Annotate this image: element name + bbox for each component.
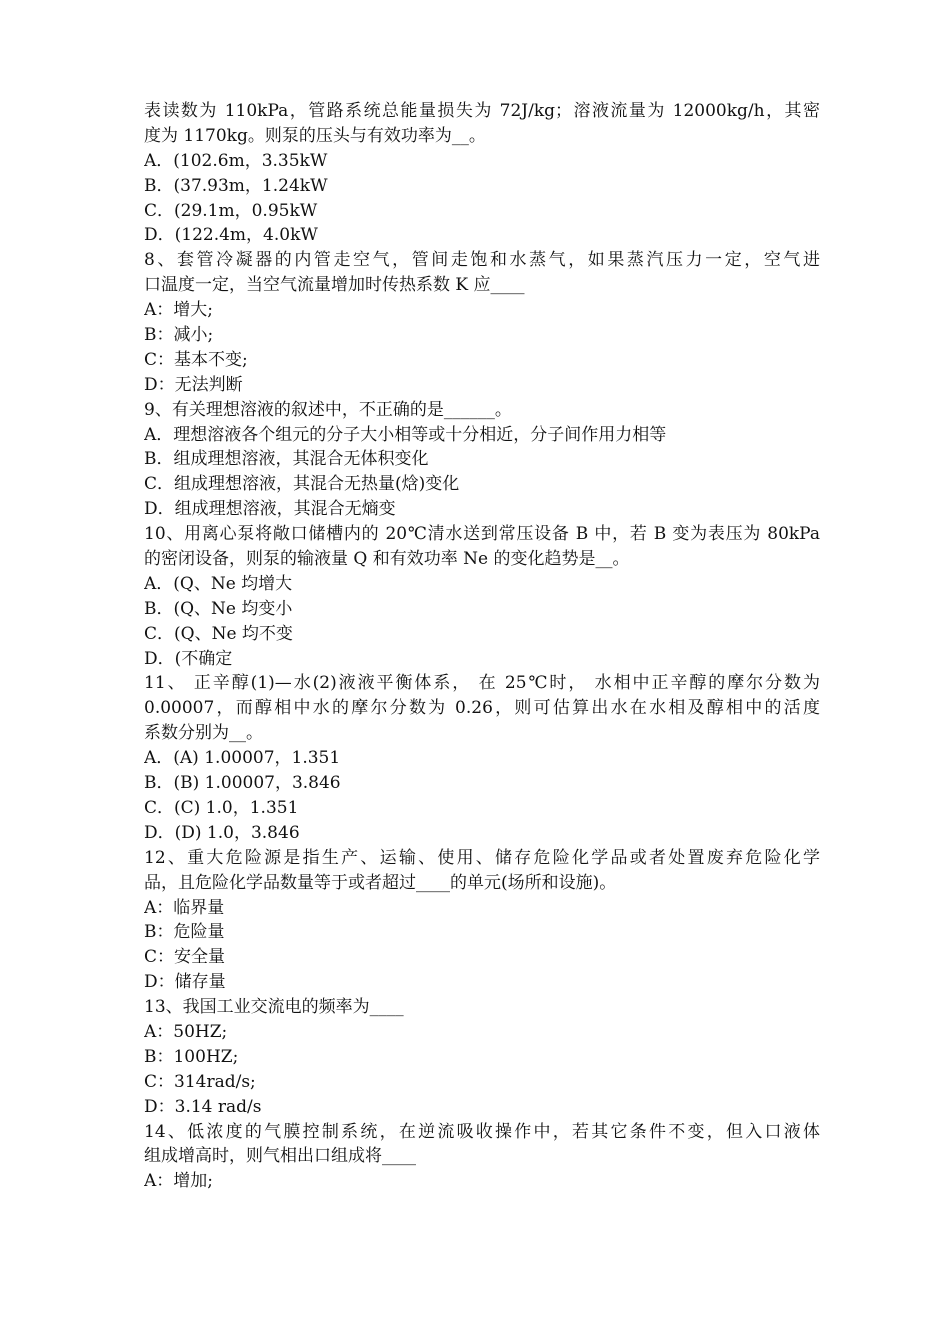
text-line: 表读数为 110kPa，管路系统总能量损失为 72J/kg；溶液流量为 12000kg/h，其密	[144, 101, 820, 121]
text-line: 系数分别为__。	[144, 723, 263, 744]
text-line: C．(C) 1.0，1.351	[144, 797, 299, 818]
text-line: 度为 1170kg。则泵的压头与有效功率为__。	[144, 125, 486, 146]
text-line: D．(D) 1.0，3.846	[144, 822, 300, 843]
text-line: 9、有关理想溶液的叙述中，不正确的是______。	[144, 399, 512, 420]
text-line: 的密闭设备，则泵的输液量 Q 和有效功率 Ne 的变化趋势是__。	[144, 549, 630, 570]
text-line: 14、低浓度的气膜控制系统，在逆流吸收操作中，若其它条件不变，但入口液体	[144, 1121, 820, 1142]
text-line: D：储存量	[144, 972, 226, 993]
text-line: 0.00007，而醇相中水的摩尔分数为 0.26，则可估算出水在水相及醇相中的活度	[144, 698, 820, 719]
text-line: B：100HZ;	[144, 1046, 239, 1067]
text-line: 8、套管冷凝器的内管走空气，管间走饱和水蒸气，如果蒸汽压力一定，空气进	[144, 250, 820, 271]
text-line: 11、 正辛醇(1)—水(2)液液平衡体系， 在 25℃时， 水相中正辛醇的摩尔分数为	[144, 673, 820, 694]
text-line: B．(Q、Ne 均变小	[144, 598, 293, 619]
text-line: D：无法判断	[144, 374, 243, 395]
text-line: 12、重大危险源是指生产、运输、使用、储存危险化学品或者处置废弃危险化学	[144, 847, 820, 868]
text-line: B．(B) 1.00007，3.846	[144, 773, 341, 794]
text-line: 品，且危险化学品数量等于或者超过____的单元(场所和设施)。	[144, 872, 617, 893]
text-line: D．(122.4m，4.0kW	[144, 225, 318, 246]
document-body	[144, 99, 820, 1194]
text-line: 组成增高时，则气相出口组成将____	[144, 1146, 416, 1167]
text-line: D：3.14 rad/s	[144, 1096, 262, 1117]
text-line: A：临界量	[144, 897, 225, 918]
text-line: C．(29.1m，0.95kW	[144, 200, 318, 221]
text-line: A．理想溶液各个组元的分子大小相等或十分相近，分子间作用力相等	[144, 424, 667, 445]
text-line: 口温度一定，当空气流量增加时传热系数 K 应____	[144, 275, 525, 296]
text-line: C：基本不变;	[144, 349, 248, 370]
text-line: B．(37.93m，1.24kW	[144, 175, 328, 196]
text-line: A．(A) 1.00007，1.351	[144, 748, 341, 769]
text-line: B．组成理想溶液，其混合无体积变化	[144, 449, 429, 470]
text-line: B：减小;	[144, 325, 214, 346]
text-line: C．(Q、Ne 均不变	[144, 623, 293, 644]
text-line: 13、我国工业交流电的频率为____	[144, 997, 404, 1018]
text-line: D．组成理想溶液，其混合无熵变	[144, 499, 396, 520]
text-line: A．(102.6m，3.35kW	[144, 150, 328, 171]
text-line: A：增加;	[144, 1171, 214, 1192]
text-line: D．(不确定	[144, 648, 233, 669]
text-line: C：安全量	[144, 947, 226, 968]
text-line: C：314rad/s;	[144, 1071, 256, 1092]
text-line: C．组成理想溶液，其混合无热量(焓)变化	[144, 474, 460, 495]
text-line: A：增大;	[144, 300, 214, 321]
text-line: B：危险量	[144, 922, 225, 943]
text-line: A：50HZ;	[144, 1021, 228, 1042]
text-line: 10、用离心泵将敞口储槽内的 20℃清水送到常压设备 B 中，若 B 变为表压为 80kPa	[144, 524, 820, 545]
text-line: A．(Q、Ne 均增大	[144, 573, 293, 594]
